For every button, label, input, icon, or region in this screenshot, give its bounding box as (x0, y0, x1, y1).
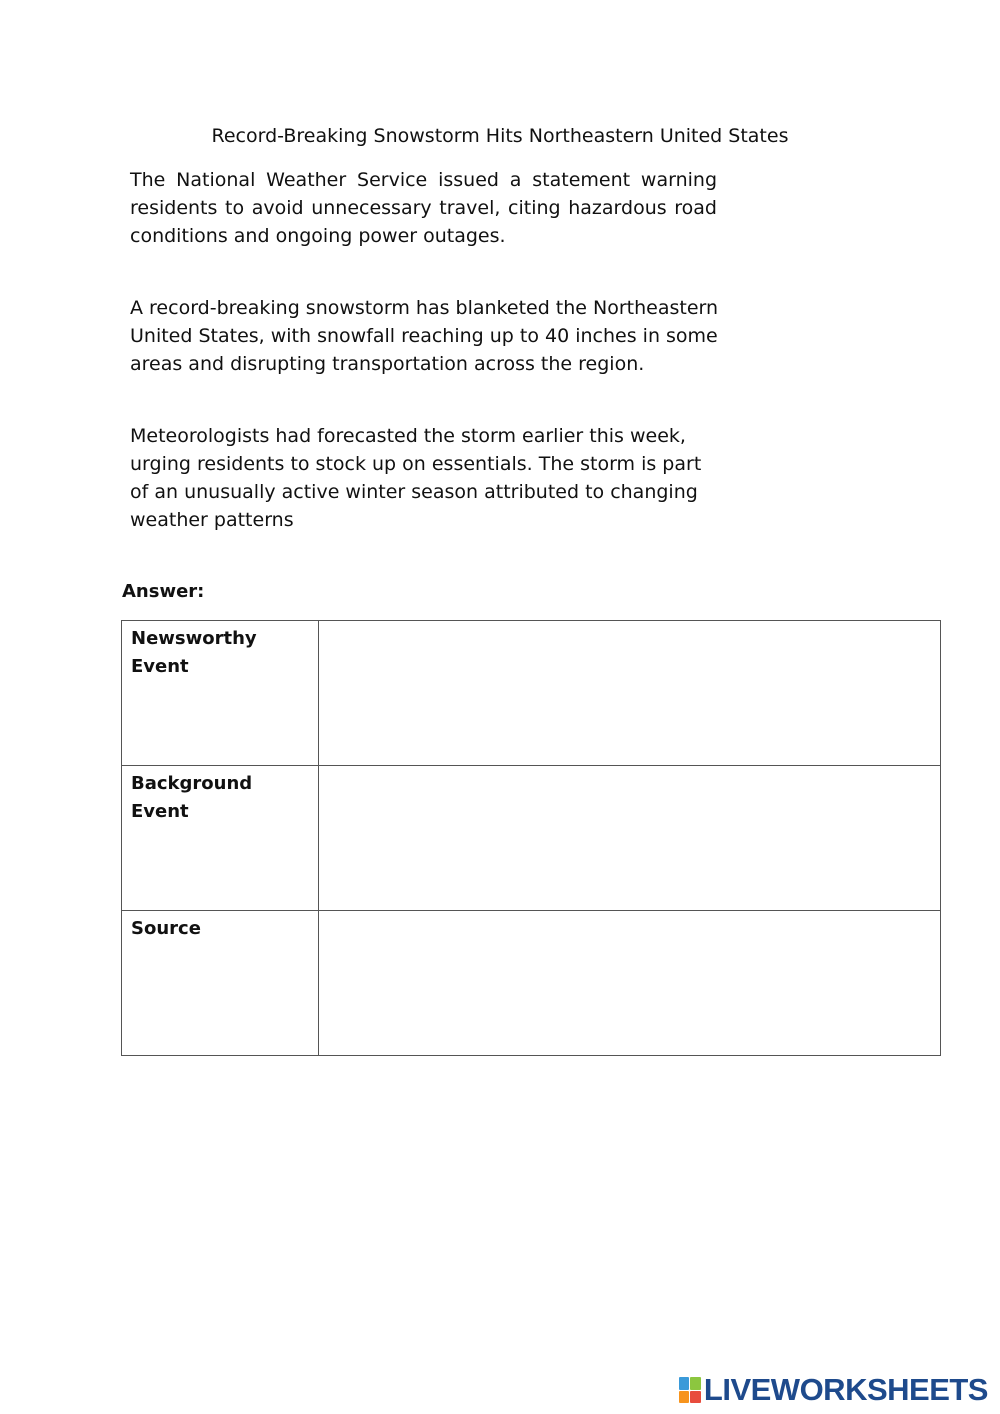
paragraph-3: Meteorologists had forecasted the storm earlier this week, urging residents to stock up on essentials. The storm is part of an unusually active winter season attributed to changing weather patterns (130, 425, 702, 531)
source-cell (319, 911, 941, 1056)
newsworthy-event-input[interactable] (319, 621, 940, 761)
answer-table (121, 620, 941, 1056)
liveworksheets-logo-icon (679, 1377, 701, 1403)
paragraph-2: A record-breaking snowstorm has blanketed the Northeastern United States, with snowfall reaching up to 40 inches in some areas and disrupting transportation across the region. (130, 297, 719, 375)
paragraph-1: The National Weather Service issued a statement warning residents to avoid unnecessary travel, citing hazardous road conditions and ongoing power outages. (130, 169, 717, 247)
background-event-cell (319, 766, 941, 911)
logo-square (690, 1391, 701, 1404)
liveworksheets-brand (679, 1374, 988, 1406)
worksheet-title: Record-Breaking Snowstorm Hits Northeastern United States (211, 125, 789, 147)
logo-square (679, 1391, 690, 1404)
table-row (122, 911, 941, 1056)
table-row (122, 621, 941, 766)
answer-label: Answer: (122, 581, 205, 602)
background-event-label: Background Event (122, 766, 319, 911)
newsworthy-event-cell (319, 621, 941, 766)
background-event-input[interactable] (319, 766, 940, 906)
brand-text: LIVEWORKSHEETS (703, 1372, 988, 1407)
newsworthy-event-label: Newsworthy Event (122, 621, 319, 766)
logo-square (679, 1377, 690, 1390)
table-row (122, 766, 941, 911)
logo-square (690, 1377, 701, 1390)
source-input[interactable] (319, 911, 940, 1051)
source-label: Source (122, 911, 319, 1056)
